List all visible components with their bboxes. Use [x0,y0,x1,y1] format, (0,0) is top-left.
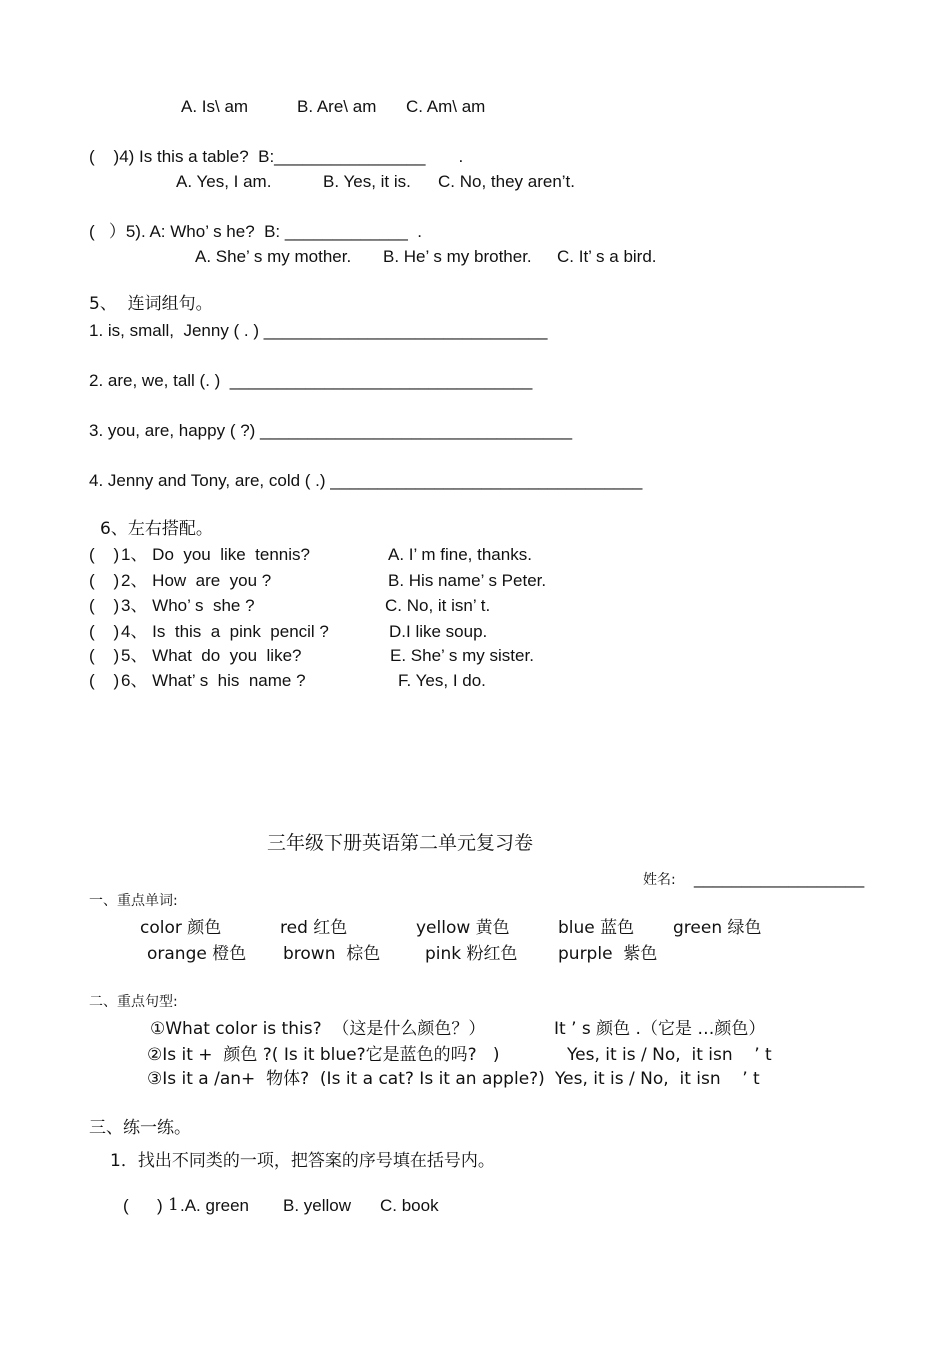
q4-option-c: C. No, they aren’t. [438,172,576,191]
sec6-left-paren-3: ( ) [89,596,120,615]
pattern-3-question: ③Is it a /an+ 物体? (Is it a cat? Is it an apple?) [147,1069,545,1089]
pattern-1-question: ①What color is this? （这是什么颜色？） [150,1019,486,1039]
pattern-3-answer: Yes, it is / No, it isn ’ t [555,1069,760,1089]
sec6-left-4: 4、 Is this a pink pencil ? [121,622,329,641]
sec6-left-paren-4: ( ) [89,622,120,641]
q3-option-b: B. Are\ am [297,97,377,116]
name-blank: __________________ [694,869,865,888]
part3-instruction: 1．找出不同类的一项，把答案的序号填在括号内。 [110,1151,495,1171]
name-label: 姓名: [643,872,676,888]
sec5-item-1: 1. is, small, Jenny ( . ) ______________________________ [89,321,548,340]
sec6-left-1: 1、 Do you like tennis? [121,545,310,564]
sec6-right-d: D.I like soup. [389,622,488,641]
vocab-pink: pink 粉红色 [425,944,518,964]
sec6-left-5: 5、 What do you like? [121,646,302,665]
vocab-yellow: yellow 黄色 [416,918,510,938]
part3-item-1-option-c: C. book [380,1196,439,1215]
sec5-item-2: 2. are, we, tall (. ) ________________________________ [89,371,533,390]
pattern-2-answer: Yes, it is / No, it isn ’ t [567,1045,772,1065]
sec5-item-4: 4. Jenny and Tony, are, cold ( .) _________________________________ [89,471,643,490]
sec6-right-b: B. His name’ s Peter. [388,571,547,590]
part3-item-1-option-b: B. yellow [283,1196,352,1215]
pattern-2-question: ②Is it + 颜色 ?( Is it blue?它是蓝色的吗? ) [147,1045,500,1065]
vocab-brown: brown 棕色 [283,944,381,964]
unit2-title: 三年级下册英语第二单元复习卷 [267,832,534,854]
sec5-heading: 5、 连词组句。 [89,294,213,314]
q5-option-c: C. It’ s a bird. [557,247,657,266]
q3-option-c: C. Am\ am [406,97,486,116]
sec6-right-c: C. No, it isn’ t. [385,596,491,615]
part3-item-1-option-a: .A. green [180,1196,249,1215]
sec6-left-6: 6、 What’ s his name ? [121,671,306,690]
sec6-left-paren-6: ( ) [89,671,120,690]
q5-stem: ( ）5). A: Who’ s he? B: _____________ . [89,222,422,241]
sec6-right-a: A. I’ m fine, thanks. [388,545,532,564]
vocab-purple: purple 紫色 [558,944,658,964]
sec6-left-paren-1: ( ) [89,545,120,564]
part2-heading: 二、重点句型: [89,994,178,1010]
part3-item-1-paren: ( ) [123,1196,163,1215]
q4-stem: ( )4) Is this a table? B:________________ . [89,147,464,166]
sec5-item-3: 3. you, are, happy ( ?) _________________________________ [89,421,573,440]
sec6-left-paren-5: ( ) [89,646,120,665]
pattern-1-answer: It ’ s 颜色 .（它是 …颜色） [554,1019,766,1039]
sec6-heading: 6、左右搭配。 [100,519,213,539]
vocab-blue: blue 蓝色 [558,918,635,938]
q5-option-b: B. He’ s my brother. [383,247,532,266]
q4-option-b: B. Yes, it is. [323,172,411,191]
q5-option-a: A. She’ s my mother. [195,247,352,266]
sec6-right-f: F. Yes, I do. [398,671,486,690]
part3-heading: 三、练一练。 [89,1118,191,1138]
q4-option-a: A. Yes, I am. [176,172,272,191]
part3-item-1-number: 1 [168,1195,179,1215]
sec6-right-e: E. She’ s my sister. [390,646,534,665]
vocab-orange: orange 橙色 [147,944,247,964]
sec6-left-2: 2、 How are you ? [121,571,272,590]
vocab-color: color 颜色 [140,918,222,938]
vocab-red: red 红色 [280,918,348,938]
sec6-left-paren-2: ( ) [89,571,120,590]
part1-heading: 一、重点单词: [89,893,178,909]
sec6-left-3: 3、 Who’ s she ? [121,596,255,615]
q3-option-a: A. Is\ am [181,97,249,116]
vocab-green: green 绿色 [673,918,762,938]
